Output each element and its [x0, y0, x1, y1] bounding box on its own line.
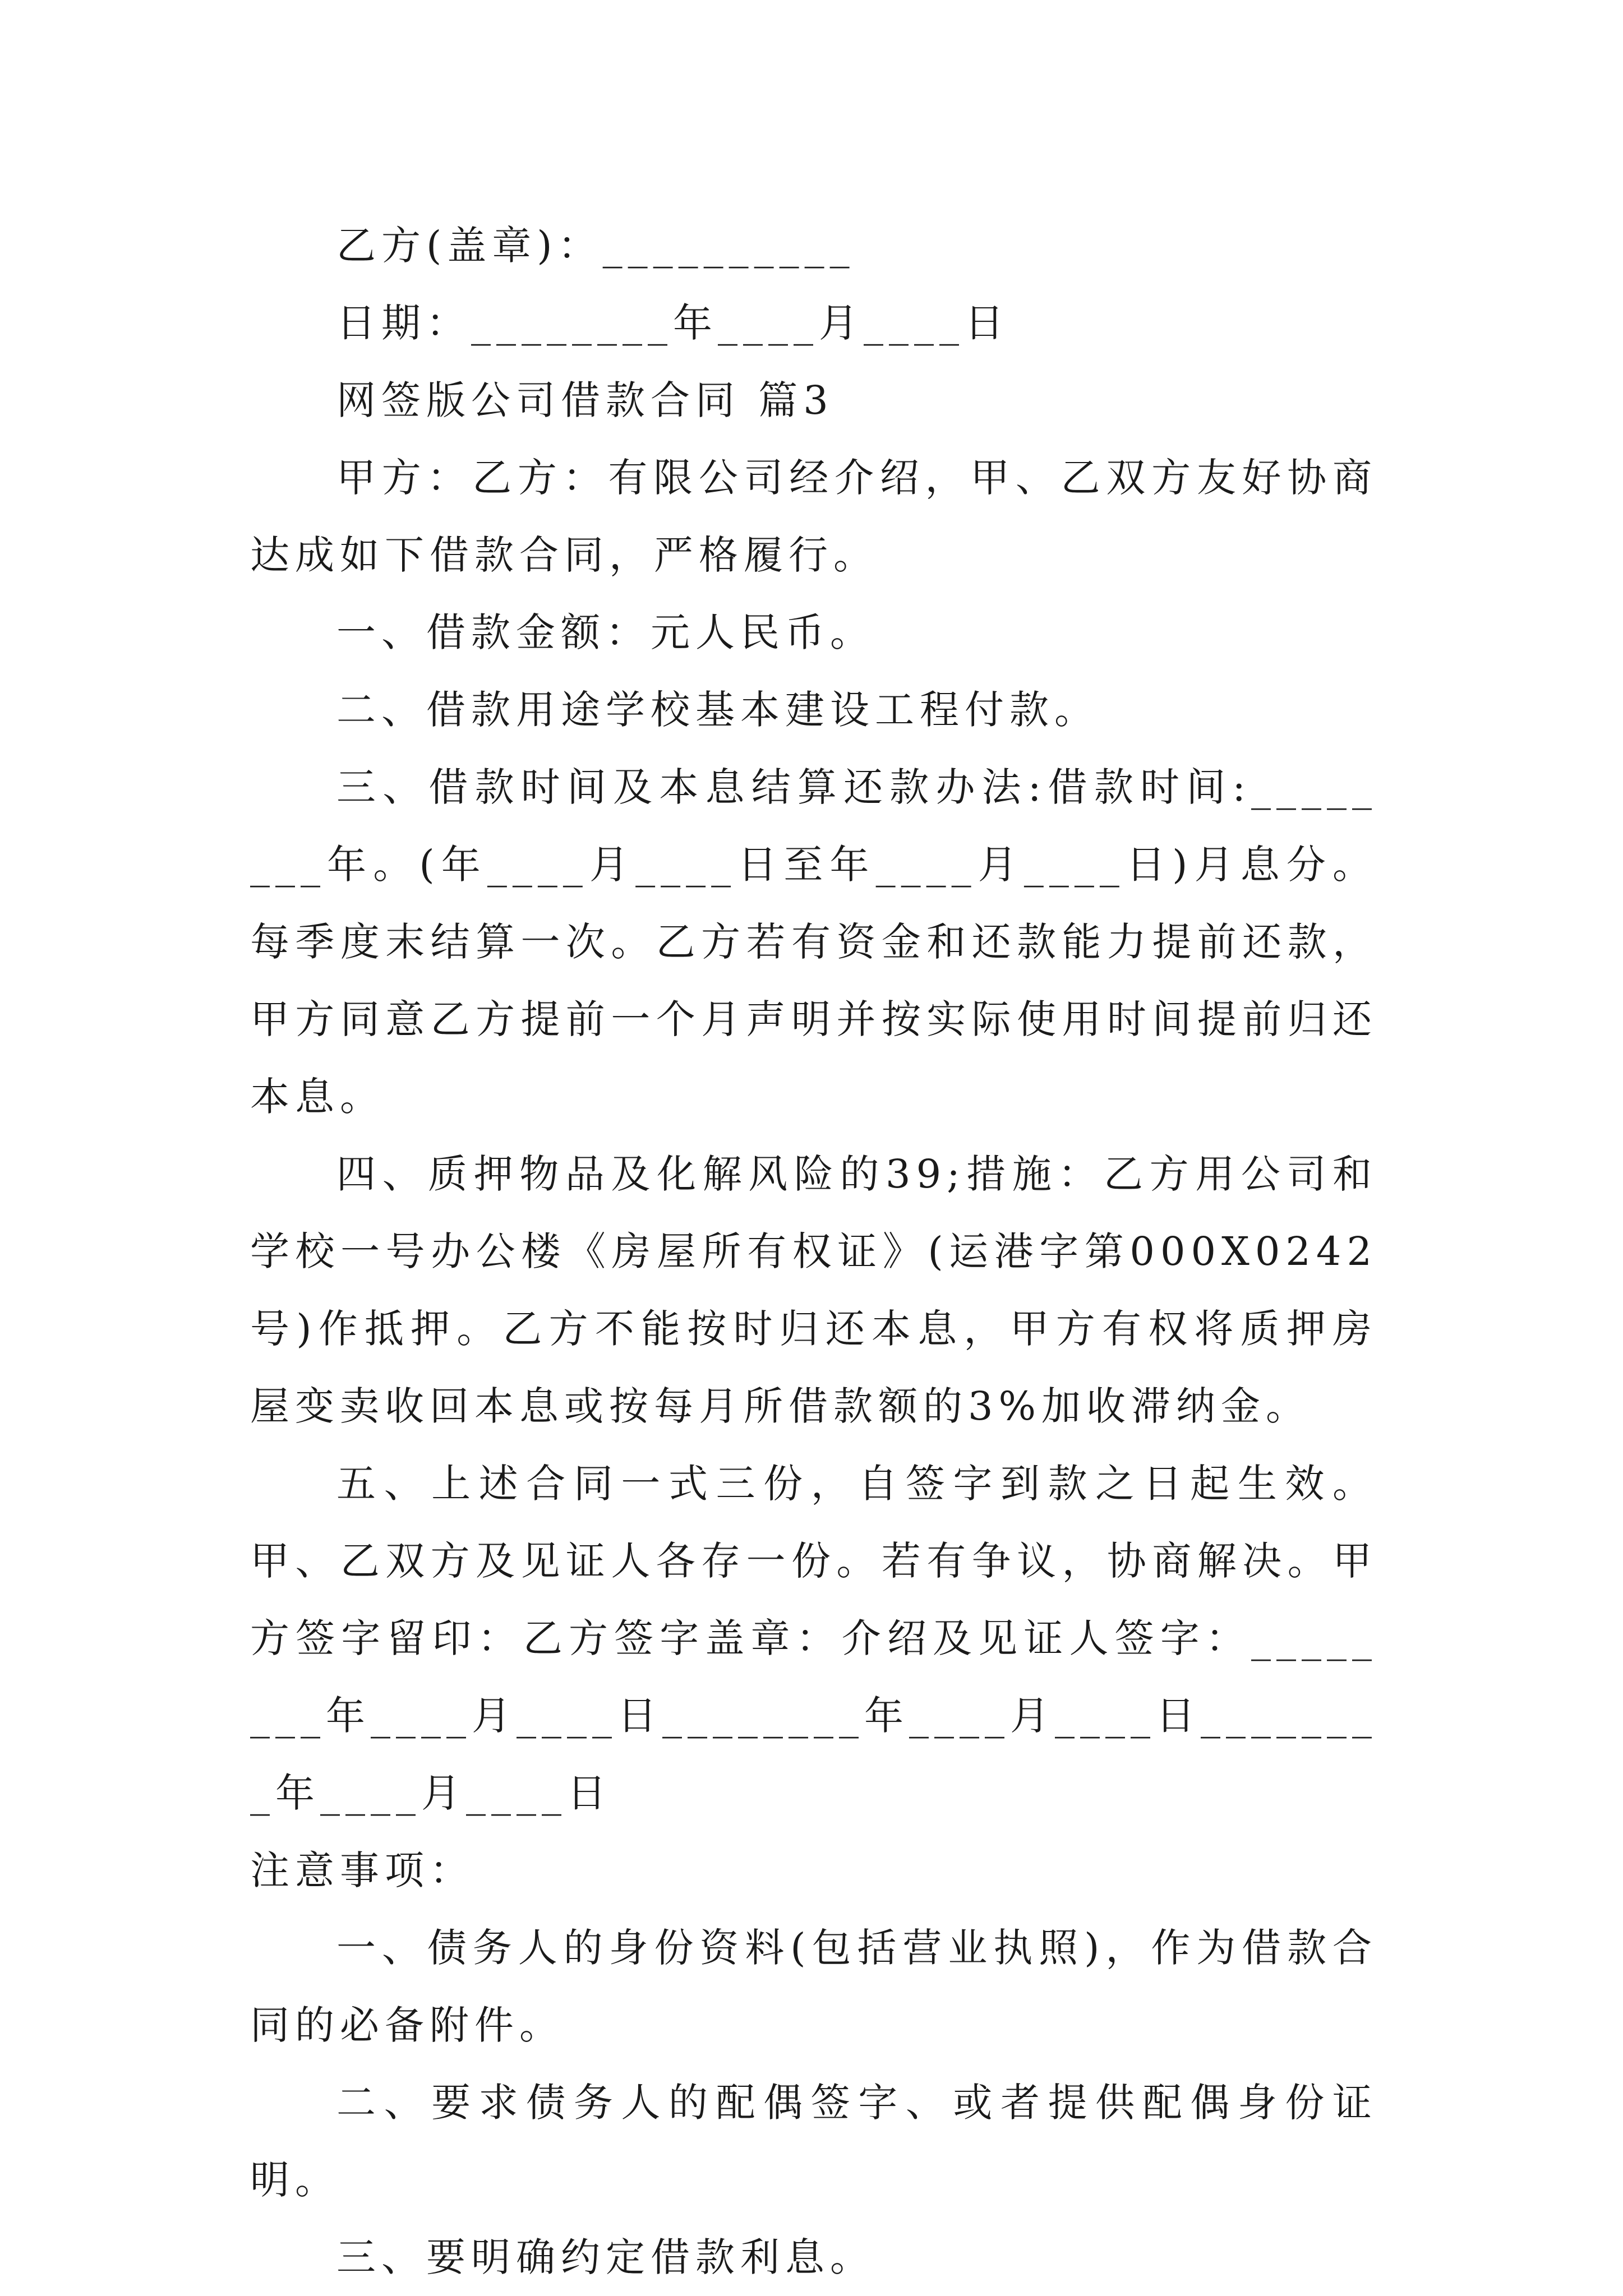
note-item: 二、要求债务人的配偶签字、或者提供配偶身份证明。 — [250, 2080, 1377, 2203]
note-item: 三、要明确约定借款利息。 — [336, 2234, 875, 2280]
paragraph-intro: 甲方：乙方：有限公司经介绍，甲、乙双方友好协商达成如下借款合同，严格履行。 — [250, 455, 1377, 578]
party-b-seal-line: 乙方(盖章)：__________ — [336, 223, 855, 269]
notes-heading: 注意事项： — [250, 1847, 474, 1893]
paragraph-signatures: 五、上述合同一式三份，自签字到款之日起生效。甲、乙双方及见证人各存一份。若有争议，协商解决。甲方签字留印：乙方签字盖章：介绍及见证人签字：________年____月____日________年____月____日________年____月____日 — [250, 1461, 1377, 1816]
paragraph-amount: 一、借款金额：元人民币。 — [336, 609, 875, 655]
paragraph-purpose: 二、借款用途学校基本建设工程付款。 — [336, 687, 1099, 733]
date-line: 日期：________年____月____日 — [336, 300, 1009, 346]
document-body — [250, 207, 1377, 2296]
paragraph-term: 三、借款时间及本息结算还款办法:借款时间:________年。(年____月____日至年____月____日)月息分。每季度末结算一次。乙方若有资金和还款能力提前还款，甲方同意乙方提前一个月声明并按实际使用时间提前归还本息。 — [250, 764, 1377, 1120]
section-title: 网签版公司借款合同 篇3 — [336, 377, 834, 423]
note-item: 一、债务人的身份资料(包括营业执照)，作为借款合同的必备附件。 — [250, 1925, 1377, 2048]
paragraph-collateral: 四、质押物品及化解风险的39;措施：乙方用公司和学校一号办公楼《房屋所有权证》(运港字第000X0242号)作抵押。乙方不能按时归还本息，甲方有权将质押房屋变卖收回本息或按每月所借款额的3%加收滞纳金。 — [250, 1151, 1377, 1429]
